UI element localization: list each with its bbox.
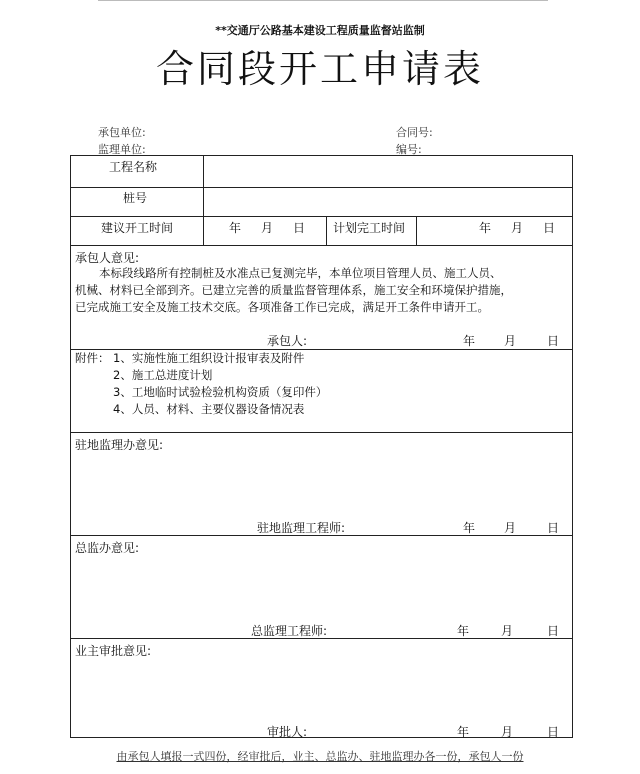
finish-day-label: 日 [543,221,556,235]
planned-finish-label: 计划完工时间 [333,221,406,235]
stake-no-label: 桩号 [123,191,148,205]
owner-sign-day: 日 [547,725,560,739]
owner-sign-month: 月 [501,725,514,739]
chief-supervision-heading: 总监办意见: [75,541,140,555]
resident-supervision-signer: 驻地监理工程师: [257,521,346,535]
header-note: **交通厅公路基本建设工程质量监督站监制 [215,24,425,37]
chief-supervision-signer: 总监理工程师: [251,624,328,638]
column-divider [203,156,204,245]
proposed-start-label: 建议开工时间 [101,221,174,235]
contractor-sign-day: 日 [547,334,560,348]
resident-sign-month: 月 [504,521,517,535]
contractor-signer-label: 承包人: [267,334,308,348]
owner-approval-heading: 业主审批意见: [75,644,152,658]
resident-sign-day: 日 [547,521,560,535]
supervision-unit-label: 监理单位: [98,143,146,156]
application-form [70,155,573,738]
owner-sign-year: 年 [457,725,470,739]
resident-supervision-field[interactable] [75,452,565,512]
contractor-opinion-line: 机械、材料已全部到齐。已建立完善的质量监督管理体系，施工安全和环境保护措施， [75,283,512,297]
project-name-field[interactable] [205,157,570,186]
finish-month-label: 月 [511,221,524,235]
start-month-label: 月 [261,221,274,235]
attachments-label: 附件： [75,351,110,365]
attachment-item: 2、施工总进度计划 [113,368,213,382]
resident-sign-year: 年 [463,521,476,535]
contractor-sign-year: 年 [463,334,476,348]
top-rule [98,0,548,2]
chief-sign-day: 日 [547,624,560,638]
row-divider [71,187,572,188]
serial-no-label: 编号: [396,143,422,156]
contract-no-label: 合同号: [396,126,433,139]
row-divider [71,245,572,246]
attachment-item: 3、工地临时试验检验机构资质（复印件） [113,385,328,399]
contractor-opinion-heading: 承包人意见: [75,251,140,265]
form-title: 合同段开工申请表 [155,47,484,91]
start-day-label: 日 [293,221,306,235]
contractor-opinion-line: 已完成施工安全及施工技术交底。各项准备工作已完成，满足开工条件申请开工。 [75,300,489,314]
resident-supervision-heading: 驻地监理办意见: [75,438,164,452]
contractor-opinion-line: 本标段线路所有控制桩及水准点已复测完毕，本单位项目管理人员、施工人员、 [99,266,502,280]
owner-approval-field[interactable] [75,659,565,714]
attachment-item: 1、实施性施工组织设计报审表及附件 [113,351,305,365]
project-name-label: 工程名称 [109,160,158,174]
start-year-label: 年 [229,221,242,235]
attachment-item: 4、人员、材料、主要仪器设备情况表 [113,402,305,416]
finish-year-label: 年 [479,221,492,235]
footer-note: 由承包人填报一式四份，经审批后，业主、总监办、驻地监理办各一份，承包人一份 [116,750,524,763]
contractor-sign-month: 月 [504,334,517,348]
chief-sign-month: 月 [501,624,514,638]
contractor-unit-label: 承包单位: [98,126,146,139]
owner-approval-signer: 审批人: [267,725,308,739]
row-divider [71,432,572,433]
chief-supervision-field[interactable] [75,556,565,616]
chief-sign-year: 年 [457,624,470,638]
